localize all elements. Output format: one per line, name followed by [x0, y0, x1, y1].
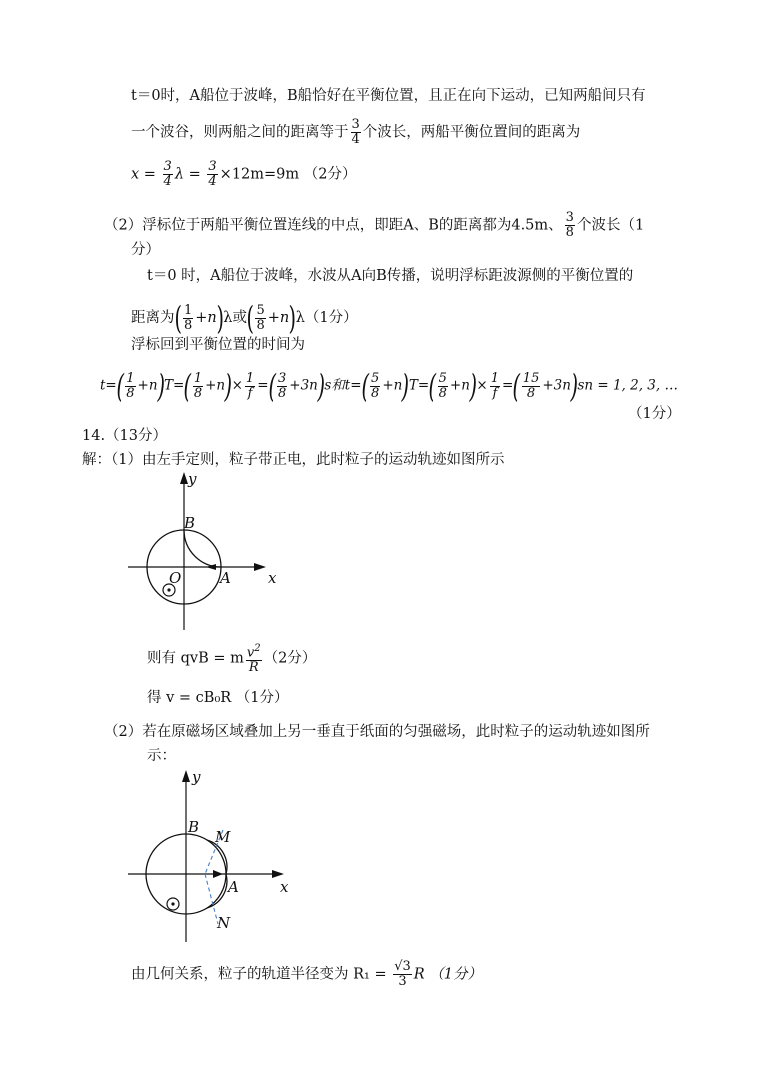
text-line: 分）: [131, 242, 160, 258]
text-line: 示：: [147, 748, 176, 764]
text-line: 距离为( $\frac{1}{8}$ +n)λ或( $\frac{5}{8}$ +n)λ（1分）: [131, 299, 358, 337]
point-a-label: A: [220, 569, 231, 587]
text-line: 解：（1）由左手定则，粒子带正电，此时粒子的运动轨迹如图所示: [82, 452, 505, 468]
point-m-label: M: [215, 828, 231, 846]
figure-1: [120, 470, 290, 635]
equation-t: t=( $\frac{1}{8}$ +n)T=( $\frac{1}{8}$ +n)× $\frac{1}{f}$ =( $\frac{3}{8}$ +3n)s和t=( $\frac{5}{8}$ +n)T=( $\frac{5}{8}$ +n)× $\frac{1}{f}$ =( $\frac{15}{8}$ +3n)sn = 1, 2, 3, …: [100, 367, 678, 405]
point-a-label: A: [228, 878, 239, 896]
equation-x: x = $\frac{3}{4}$ λ = $\frac{3}{4}$ ×12m=9m （2分）: [131, 159, 357, 189]
point-n-label: N: [217, 914, 231, 932]
axis-x-label: x: [280, 878, 289, 896]
text-line: （2）若在原磁场区域叠加上另一垂直于纸面的匀强磁场，此时粒子的运动轨迹如图所: [104, 724, 650, 740]
text-line: （2）浮标位于两船平衡位置连线的中点，即距A、B的距离都为4.5m、 $\frac{3}{8}$ 个波长（1: [104, 210, 645, 240]
text-line: 一个波谷，则两船之间的距离等于 $\frac{3}{4}$ 个波长，两船平衡位置间的距离为: [131, 117, 581, 147]
question-header: 14.（13分）: [82, 428, 168, 444]
axis-y-label: y: [192, 768, 201, 786]
equation-qvb: 则有 qvB = m $\frac{v^2}{R}$ （2分）: [147, 643, 317, 676]
axis-x-label: x: [268, 569, 277, 587]
axis-y-label: y: [188, 470, 197, 488]
point-b-label: B: [184, 514, 196, 532]
text-line: t＝0 时，A船位于波峰，水波从A向B传播，说明浮标距波源侧的平衡位置的: [147, 268, 634, 284]
equation-v: 得 v = cB₀R （1分）: [147, 690, 289, 706]
score: （1分）: [628, 406, 681, 422]
text-line: t＝0时，A船位于波峰，B船恰好在平衡位置，且正在向下运动，已知两船间只有: [131, 88, 646, 104]
text-line: 浮标回到平衡位置的时间为: [131, 337, 305, 353]
point-b-label: B: [188, 818, 200, 836]
figure-2: [120, 762, 310, 947]
origin-label: O: [169, 569, 182, 587]
equation-r1: 由几何关系，粒子的轨道半径变为 R₁ = $\frac{√3}{3}$ R （1分）: [131, 959, 483, 989]
